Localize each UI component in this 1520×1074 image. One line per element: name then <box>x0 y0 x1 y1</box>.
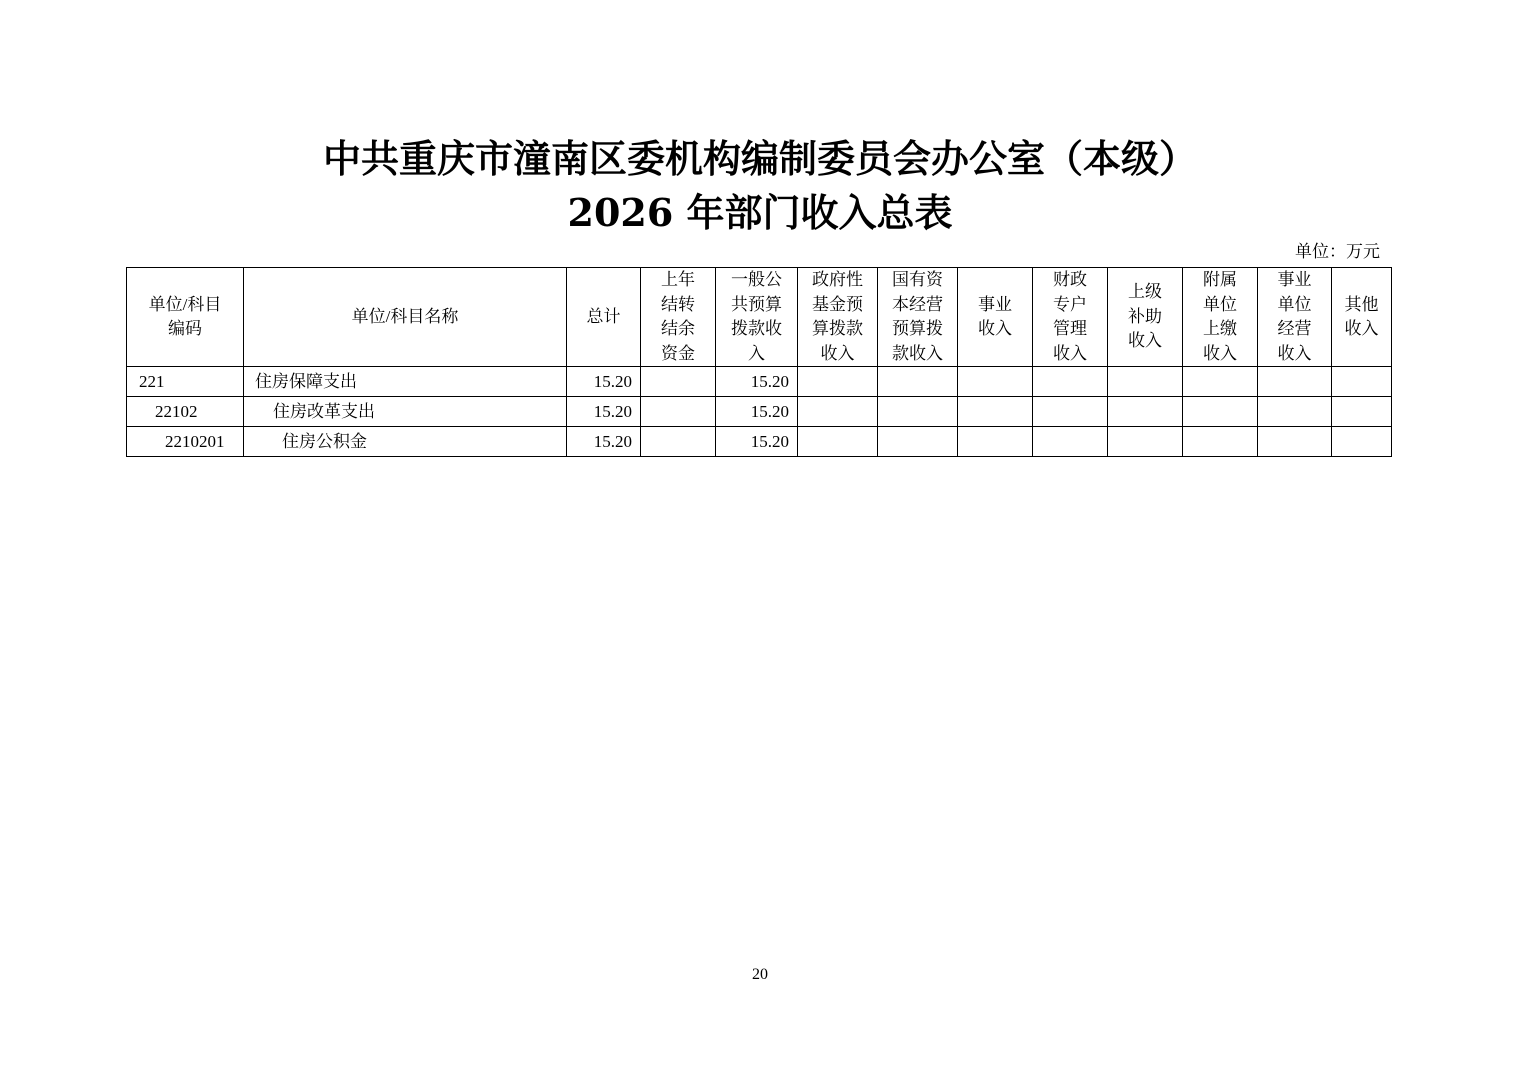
superior-subsidy-cell <box>1108 397 1183 427</box>
header-cell: 事业 单位 经营 收入 <box>1258 268 1332 367</box>
gov-fund-cell <box>798 427 878 457</box>
total-cell: 15.20 <box>567 427 641 457</box>
subject-name: 住房改革支出 <box>244 397 567 427</box>
table-row <box>127 427 1392 457</box>
header-cell: 总计 <box>567 268 641 367</box>
general-budget-cell: 15.20 <box>716 397 798 427</box>
header-cell: 一般公 共预算 拨款收 入 <box>716 268 798 367</box>
income-summary-table <box>126 267 1392 457</box>
fiscal-account-cell <box>1033 397 1108 427</box>
header-cell: 单位/科目名称 <box>244 268 567 367</box>
title-line-2: 2026 年部门收入总表 <box>567 190 953 235</box>
affiliated-cell <box>1183 427 1258 457</box>
state-capital-cell <box>878 427 958 457</box>
header-cell: 财政 专户 管理 收入 <box>1033 268 1108 367</box>
operating-cell <box>1258 427 1332 457</box>
header-cell: 上年 结转 结余 资金 <box>641 268 716 367</box>
business-income-cell <box>958 367 1033 397</box>
affiliated-cell <box>1183 367 1258 397</box>
subject-code: 221 <box>127 367 244 397</box>
header-cell: 上级 补助 收入 <box>1108 268 1183 367</box>
business-income-cell <box>958 397 1033 427</box>
operating-cell <box>1258 397 1332 427</box>
total-cell: 15.20 <box>567 367 641 397</box>
table-row <box>127 367 1392 397</box>
subject-code: 22102 <box>127 397 244 427</box>
table-row <box>127 397 1392 427</box>
subject-name: 住房公积金 <box>244 427 567 457</box>
header-cell: 附属 单位 上缴 收入 <box>1183 268 1258 367</box>
header-cell: 事业 收入 <box>958 268 1033 367</box>
carryover-cell <box>641 427 716 457</box>
fiscal-account-cell <box>1033 427 1108 457</box>
state-capital-cell <box>878 367 958 397</box>
other-income-cell <box>1332 427 1392 457</box>
total-cell: 15.20 <box>567 397 641 427</box>
title-line-1: 中共重庆市潼南区委机构编制委员会办公室（本级） <box>322 136 1197 181</box>
fiscal-account-cell <box>1033 367 1108 397</box>
business-income-cell <box>958 427 1033 457</box>
table-header-row <box>127 268 1392 367</box>
gov-fund-cell <box>798 397 878 427</box>
general-budget-cell: 15.20 <box>716 367 798 397</box>
other-income-cell <box>1332 367 1392 397</box>
header-cell: 国有资 本经营 预算拨 款收入 <box>878 268 958 367</box>
superior-subsidy-cell <box>1108 427 1183 457</box>
other-income-cell <box>1332 397 1392 427</box>
carryover-cell <box>641 367 716 397</box>
subject-name: 住房保障支出 <box>244 367 567 397</box>
affiliated-cell <box>1183 397 1258 427</box>
operating-cell <box>1258 367 1332 397</box>
header-cell: 其他 收入 <box>1332 268 1392 367</box>
header-cell: 政府性 基金预 算拨款 收入 <box>798 268 878 367</box>
unit-note: 单位：万元 <box>1295 242 1380 262</box>
document-title <box>0 132 1520 240</box>
superior-subsidy-cell <box>1108 367 1183 397</box>
header-cell: 单位/科目 编码 <box>127 268 244 367</box>
general-budget-cell: 15.20 <box>716 427 798 457</box>
state-capital-cell <box>878 397 958 427</box>
carryover-cell <box>641 397 716 427</box>
page-number: 20 <box>752 966 768 983</box>
gov-fund-cell <box>798 367 878 397</box>
subject-code: 2210201 <box>127 427 244 457</box>
